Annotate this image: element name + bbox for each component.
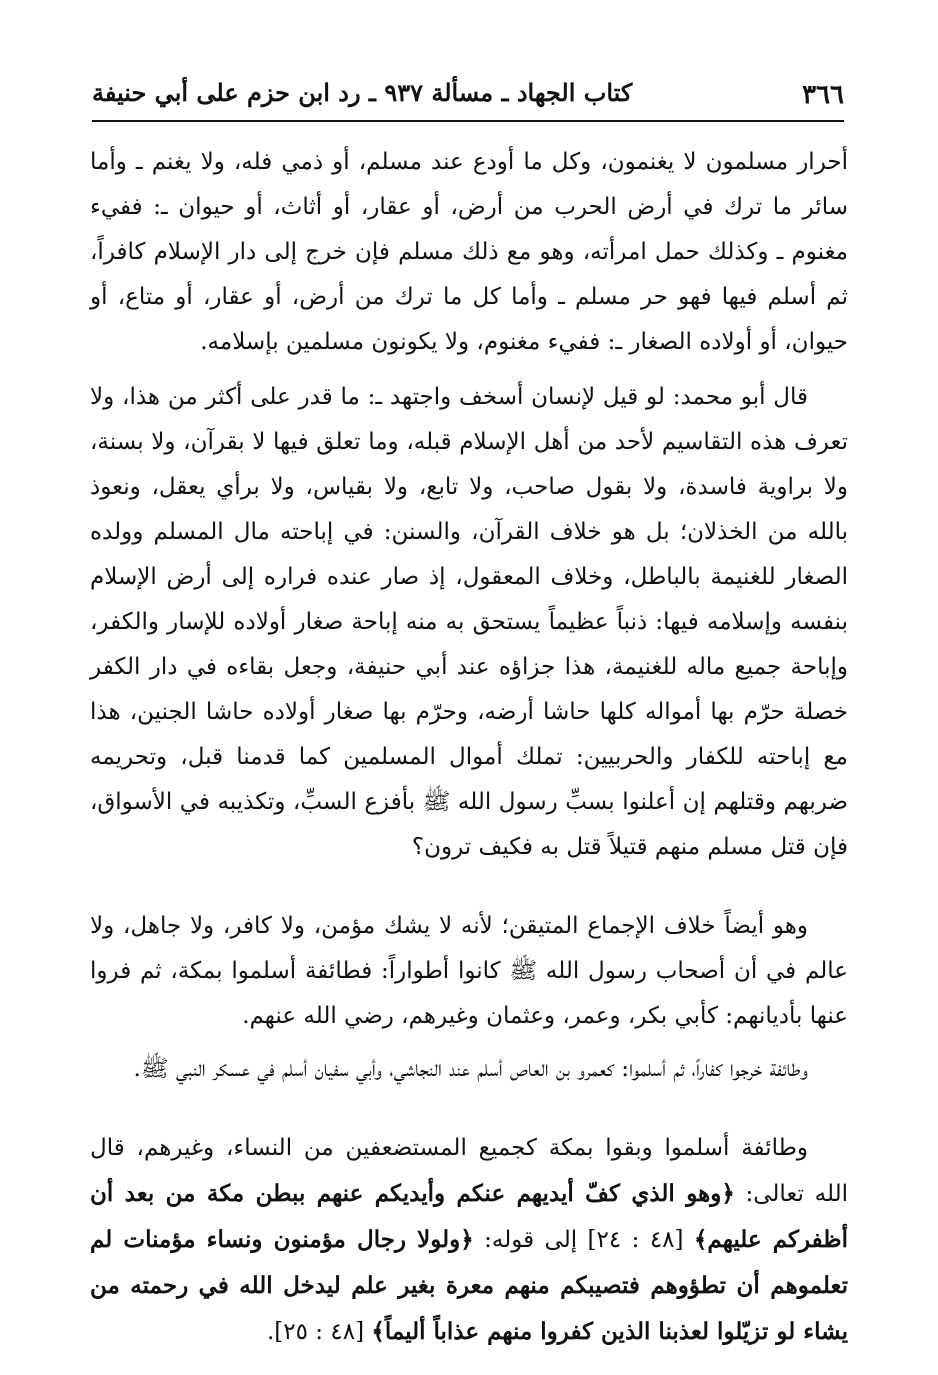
paragraph-5-start: وطائفة أسلموا وبقوا بمكة كجميع المستضعفين من النساء، وغيرهم، قال الله تعالى:	[90, 1135, 848, 1207]
paragraph-5	[90, 1126, 848, 1355]
paragraph-4: وطائفة خرجوا كفاراً، ثم أسلموا: كعمرو بن العاص أسلم عند النجاشي، وأبي سفيان أسلم في عسكر النبي ﷺ.	[133, 1056, 808, 1082]
paragraph-1: أحرار مسلمون لا يغنمون، وكل ما أودع عند مسلم، أو ذمي فله، ولا يغنم ـ وأما سائر ما ترك في أرض الحرب من أرض، أو عقار، أو أثاث، أو حيوان ـ: ففيء مغنوم ـ وكذلك حمل امرأته، وهو مع ذلك مسلم فإن خرج إلى دار الإسلام كافراً، ثم أسلم فيها فهو حر مسلم ـ وأما كل ما ترك من أرض، أو عقار، أو متاع، أو حيوان، أو أولاده الصغار ـ: ففيء مغنوم، ولا يكونون مسلمين بإسلامه.	[90, 149, 848, 355]
paragraph-2: قال أبو محمد: لو قيل لإنسان أسخف واجتهد ـ: ما قدر على أكثر من هذا، ولا تعرف هذه التقاسيم لأحد من أهل الإسلام قبله، وما تعلق فيها لا بقرآن، ولا بسنة، ولا براوية فاسدة، ولا بقول صاحب، ولا تابع، ولا بقياس، ولا برأي يعقل، ونعوذ بالله من الخذلان؛ بل هو خلاف القرآن، والسنن: في إباحته مال المسلم وولده الصغار للغنيمة بالباطل، وخلاف المعقول، إذ صار عنده فراره إلى أرض الإسلام بنفسه وإسلامه فيها: ذنباً عظيماً يستحق به منه إباحة صغار أولاده للإسار والكفر، وإباحة جميع ماله للغنيمة، هذا جزاؤه عند أبي حنيفة، وجعل بقاءه في دار الكفر خصلة حرّم بها أمواله كلها حاشا أرضه، وحرّم بها صغار أولاده حاشا الجنين، هذا مع إباحته للكفار والحربيين: تملك أموال المسلمين كما قدمنا قبل، وتحريمه ضربهم وقتلهم إن أعلنوا بسبِّ رسول الله ﷺ بأفزع السبِّ، وتكذيبه في الأسواق، فإن قتل مسلم منهم قتيلاً قتل به فكيف ترون؟	[90, 384, 848, 860]
quran-verse-2: ﴿ولولا رجال مؤمنون ونساء مؤمنات لم تعلموهم أن تطؤوهم فتصيبكم منهم معرة بغير علم ليدخل الله في رحمته من يشاء لو تزيّلوا لعذبنا الذين كفروا منهم عذاباً أليماً﴾	[90, 1226, 848, 1345]
quran-verse-1: ﴿وهو الذي كفّ أيديهم عنكم وأيديكم عنهم ببطن مكة من بعد أن أظفركم عليهم﴾	[90, 1180, 848, 1253]
paragraph-5-mid: [٤٨ : ٢٤] إلى قوله:	[473, 1227, 694, 1253]
running-title: كتاب الجهاد ـ مسألة ٩٣٧ ـ رد ابن حزم على أبي حنيفة	[92, 78, 633, 107]
body-text	[90, 140, 848, 1355]
paragraph-3: وهو أيضاً خلاف الإجماع المتيقن؛ لأنه لا يشك مؤمن، ولا كافر، ولا جاهل، ولا عالم في أن أصحاب رسول الله ﷺ كانوا أطواراً: فطائفة أسلموا بمكة، ثم فروا عنها بأديانهم: كأبي بكر، وعمر، وعثمان وغيرهم، رضي الله عنهم.	[90, 913, 848, 1029]
page-number: ٣٦٦	[802, 80, 844, 110]
paragraph-5-end: [٤٨ : ٢٥].	[266, 1319, 372, 1345]
page-header	[92, 74, 844, 122]
